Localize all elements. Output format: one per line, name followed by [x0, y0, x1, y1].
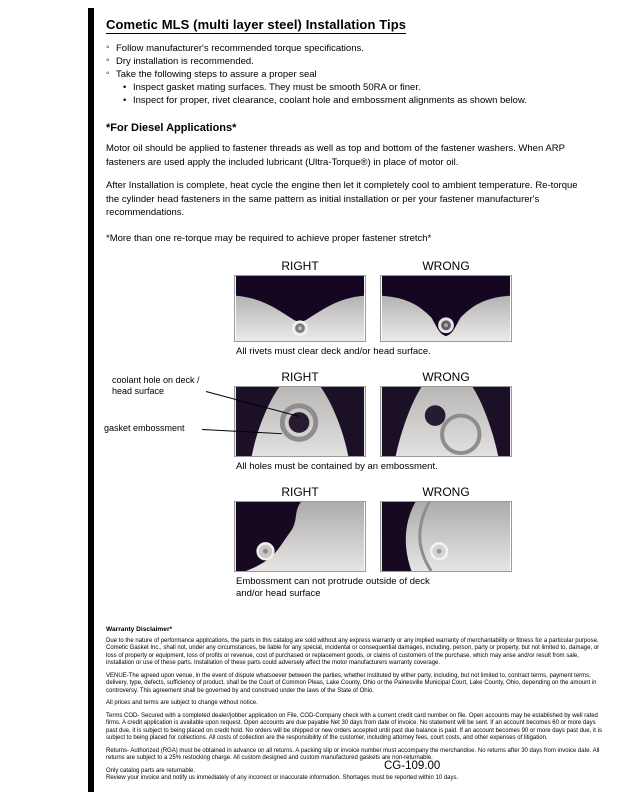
subtip-alignments: • Inspect for proper, rivet clearance, coolant hole and embossment alignments as shown below. — [123, 94, 598, 107]
diagram-row-protrusion — [234, 485, 512, 572]
diagram-row-embossment — [234, 370, 512, 457]
tip-dry-install: ◦ Dry installation is recommended. — [106, 55, 598, 68]
wrong-label: WRONG — [422, 484, 470, 499]
disclaimer-paragraph: Only catalog parts are returnable. — [106, 767, 196, 774]
disclaimer-paragraph: Terms COD- Secured with a completed dealer/jobber application on File, COD-Company check with a current credit card number on file. Open accounts may be established by well rated firms. A credit application is available upon request. Open accounts are due payable Net 30 days from date of invoice. No statement will be sent. If an account becomes 60 or more days past due, it is subject to being placed on credit hold. No orders will be shipped or new orders accepted until past due balance is paid. If an account becomes 90 or more days past due, it is subject to being placed for collections. All costs of collection are the responsibility of the customer, including attorney fees, court costs, and other expenses of litigation. — [106, 712, 602, 741]
page-content — [104, 16, 602, 783]
disclaimer-paragraph: Review your invoice and notify us immediately of any incorrect or inaccurate information. Shortages must be reported within 10 days. — [106, 775, 459, 781]
protrusion-wrong-diagram — [380, 501, 512, 572]
warranty-disclaimer — [106, 626, 604, 783]
right-label: RIGHT — [281, 258, 319, 273]
protrusion-right-diagram — [234, 501, 366, 572]
diesel-applications-heading: *For Diesel Applications* — [106, 122, 237, 134]
diagram-row-rivets — [234, 259, 512, 342]
subtip-mating-surfaces: • Inspect gasket mating surfaces. They must be smooth 50RA or finer. — [123, 81, 598, 94]
right-label: RIGHT — [281, 369, 319, 384]
rivet-clearance-wrong-diagram — [380, 275, 512, 342]
diesel-paragraph-heat-cycle: After Installation is complete, heat cycle the engine then let it completely cool to ambient temperature. Re-torque the cylinder head fasteners in the same pattern as initial installation or per your fastener manufacturer's recommendations. — [106, 180, 578, 218]
left-border-bar — [88, 8, 94, 792]
disclaimer-paragraph: Due to the nature of performance applications, the parts in this catalog are sold without any express warranty or any implied warranty of merchantability or fitness for a particular purpose. Cometic Gasket Inc., shall not, under any circumstances, be liable for any special, incidental or consequential damages, including, person, party or property, but not limited to, damage, or loss of property or equipment, loss of profits or revenue, cost of purchased or replacement goods, or claims of customers of the purchase, which may arise and/or result from sale, installation or use of these parts. Installation of these parts could adversely affect the motor manufacturers warranty coverage. — [106, 637, 600, 666]
diesel-paragraph-oil: Motor oil should be applied to fastener threads as well as top and bottom of the fastener washers. When ARP fasteners are used apply the included lubricant (Ultra-Torque®) in place of motor oil. — [106, 143, 565, 168]
tip-torque-specs: ◦ Follow manufacturer's recommended torque specifications. — [106, 42, 598, 55]
disclaimer-paragraph: VENUE-The agreed upon venue, in the event of dispute whatsoever between the parties, whether instituted by either party, including, but not limited to, contract terms, payment terms, delivery, type, defects, sufficiency of product, shall be the Court of Common Pleas, Lake County, Ohio or the Painesville Municipal Court, Lake County, Ohio, depending on the amount in controversy. This agreement shall be governed by and construed under the laws of the State of Ohio. — [106, 672, 597, 694]
retorque-note: *More than one re-torque may be required to achieve proper fastener stretch* — [106, 232, 432, 244]
tip-proper-seal: ◦ Take the following steps to assure a proper seal — [106, 68, 598, 81]
disclaimer-paragraph: All prices and terms are subject to change without notice. — [106, 700, 258, 706]
page-title: Cometic MLS (multi layer steel) Installation Tips — [106, 17, 407, 32]
warranty-disclaimer-heading: Warranty Disclaimer* — [106, 625, 173, 633]
right-label: RIGHT — [281, 484, 319, 499]
embossment-caption: All holes must be contained by an embossment. — [236, 460, 438, 472]
rivets-caption: All rivets must clear deck and/or head surface. — [236, 345, 431, 357]
gasket-embossment-callout: gasket embossment — [104, 422, 185, 433]
disclaimer-paragraph: Returns- Authorized (RGA) must be obtained in advance on all returns. A packing slip or invoice number must accompany the merchandise. No returns after 30 days from invoice date. All returns are subject to a 25% restocking charge. All custom designed and custom manufactured gaskets are non-returnable. — [106, 747, 600, 761]
wrong-label: WRONG — [422, 369, 470, 384]
embossment-containment-wrong-diagram — [380, 386, 512, 457]
wrong-label: WRONG — [422, 258, 470, 273]
embossment-containment-right-diagram — [234, 386, 366, 457]
installation-diagrams — [104, 258, 512, 600]
rivet-clearance-right-diagram — [234, 275, 366, 342]
page-number-code: CG-109.00 — [384, 760, 441, 772]
protrusion-caption: Embossment can not protrude outside of deck and/or head surface — [236, 575, 430, 599]
coolant-hole-callout: coolant hole on deck / head surface — [112, 374, 200, 396]
